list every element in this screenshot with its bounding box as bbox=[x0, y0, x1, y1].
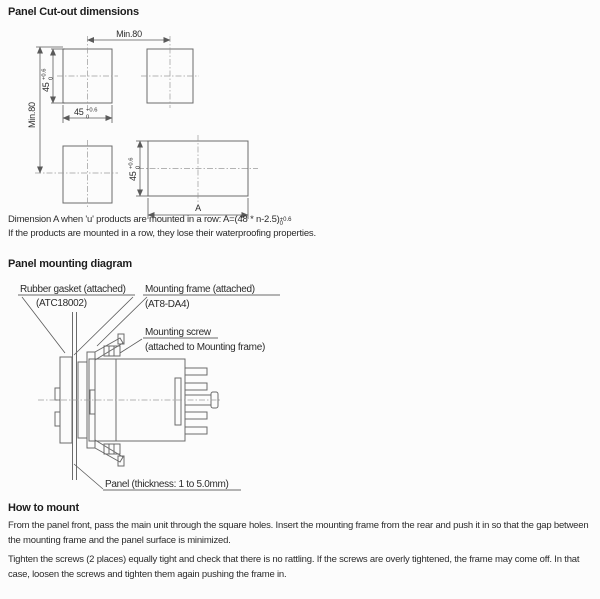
dim-a-label: A bbox=[195, 203, 201, 213]
cutout-section-title: Panel Cut-out dimensions bbox=[8, 6, 139, 18]
label-mounting-screw bbox=[120, 327, 265, 353]
cutout-rect-bottom-right bbox=[138, 135, 258, 202]
unit-body bbox=[89, 359, 185, 441]
cutout-note bbox=[8, 213, 428, 240]
dimension-min80-top bbox=[88, 29, 171, 40]
howto-section-title: How to mount bbox=[8, 502, 79, 514]
svg-text:(attached to Mounting frame): (attached to Mounting frame) bbox=[145, 342, 265, 353]
cutout-diagram bbox=[10, 28, 262, 220]
cutout-square-top-left bbox=[57, 36, 118, 108]
cutout-note-line1: Dimension A when 'u' products are mounted in a row: A=(48 * n-2.5) +0.6 0 bbox=[8, 214, 292, 227]
cutout-note-line2: If the products are mounted in a row, they lose their waterproofing properties. bbox=[8, 227, 316, 239]
mounting-screw-bottom bbox=[104, 444, 120, 454]
panel bbox=[73, 312, 77, 480]
label-panel bbox=[74, 464, 241, 490]
svg-text:Panel (thickness: 1 to 5.0mm): Panel (thickness: 1 to 5.0mm) bbox=[105, 479, 229, 490]
svg-text:Mounting screw: Mounting screw bbox=[145, 327, 211, 338]
dimension-45-bottom bbox=[63, 99, 112, 124]
mounting-screw-top bbox=[104, 346, 120, 356]
cutout-square-bottom-left bbox=[35, 140, 118, 209]
dim-min80-top-label: Min.80 bbox=[116, 29, 142, 39]
svg-text:45 +0.6 0: 45 +0.6 0 bbox=[128, 157, 142, 181]
svg-text:45 +0.6 0: 45 +0.6 0 bbox=[74, 107, 98, 121]
howto-paragraph-2: Tighten the screws (2 places) equally tight and check that there is no rattling. If the screws are overly tightened, the frame may come off. In that case, loosen the screws and tighten them again pushing the frame in. bbox=[8, 554, 580, 580]
svg-text:Rubber gasket (attached): Rubber gasket (attached) bbox=[20, 284, 126, 295]
dim-min80-left-label: Min.80 bbox=[27, 102, 37, 128]
svg-text:(ATC18002): (ATC18002) bbox=[36, 298, 87, 309]
svg-text:Mounting frame (attached): Mounting frame (attached) bbox=[145, 284, 255, 295]
svg-text:45 +0.6 0: 45 +0.6 0 bbox=[41, 68, 55, 92]
mounting-section-title: Panel mounting diagram bbox=[8, 258, 132, 270]
connector-pins bbox=[175, 368, 218, 434]
mounting-diagram bbox=[8, 276, 320, 498]
svg-text:(AT8-DA4): (AT8-DA4) bbox=[145, 299, 190, 310]
cutout-square-top-right bbox=[141, 36, 199, 108]
howto-paragraph-1: From the panel front, pass the main unit through the square holes. Insert the mounting frame from the rear and push it in so that the gap between the mounting frame and the panel surface is minimized. bbox=[8, 520, 589, 546]
